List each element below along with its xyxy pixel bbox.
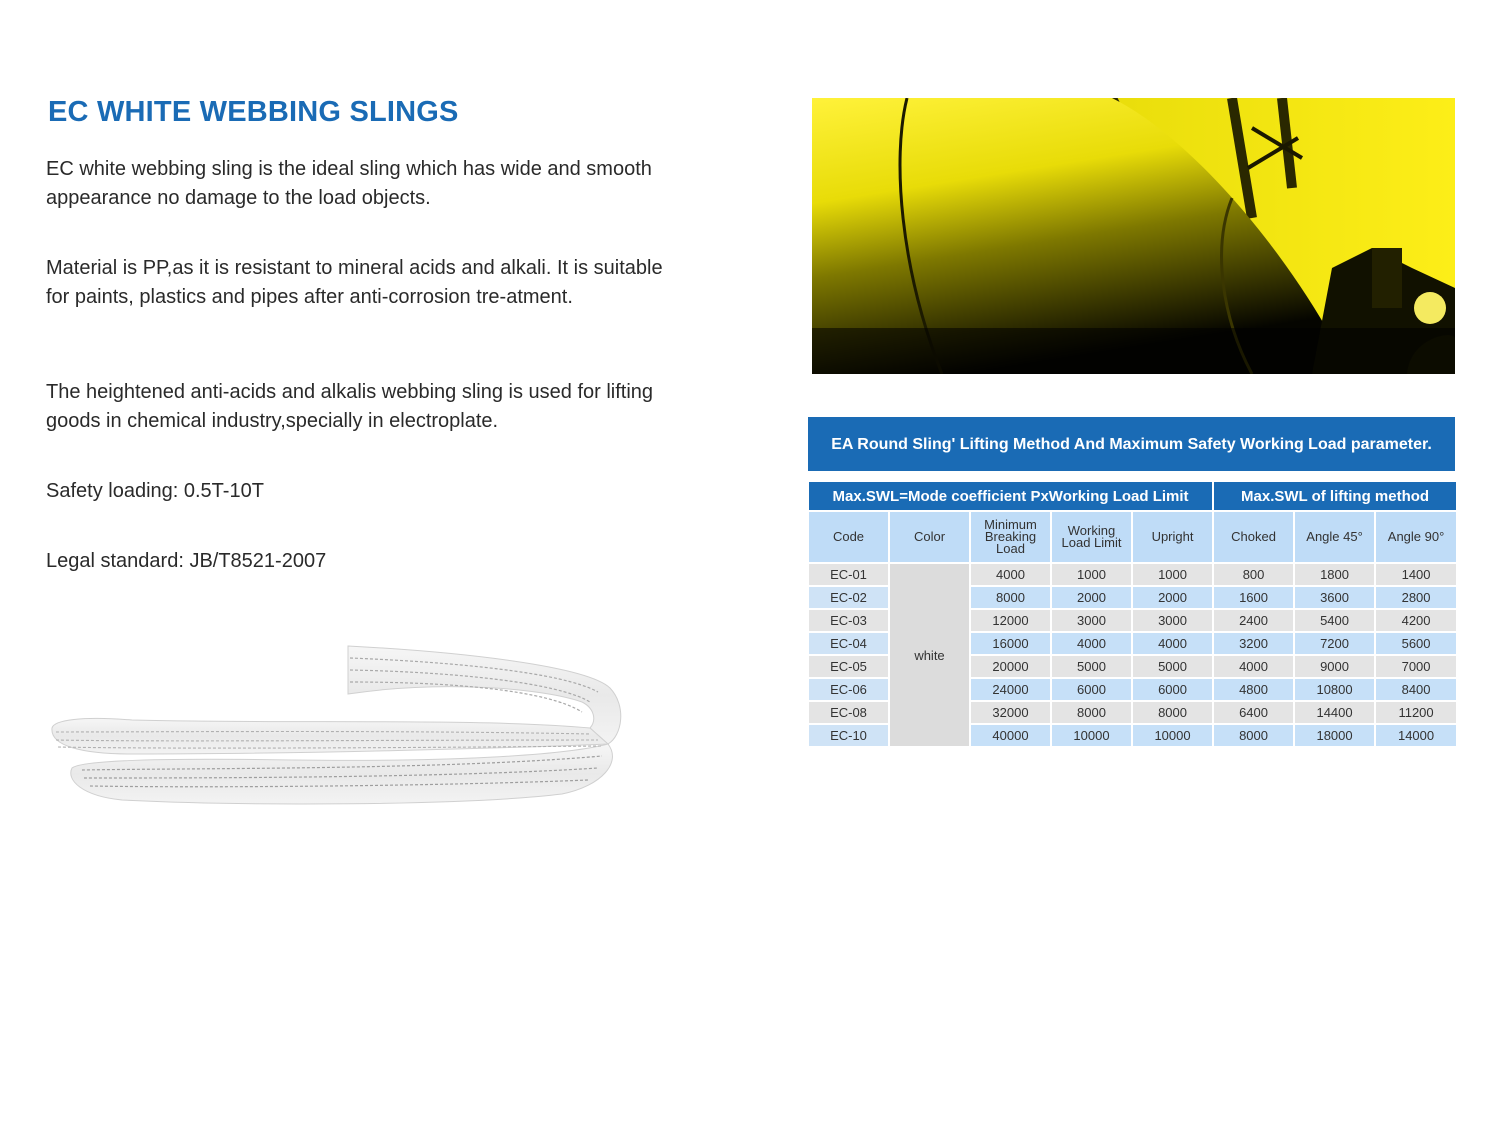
col-mbl-line1: Minimum [984, 517, 1037, 532]
pipe-lifting-photo [812, 98, 1455, 374]
cell-code: EC-10 [809, 725, 888, 746]
cell-code: EC-03 [809, 610, 888, 631]
cell-mbl: 16000 [971, 633, 1050, 654]
cell-angle90: 8400 [1376, 679, 1456, 700]
cell-angle90: 14000 [1376, 725, 1456, 746]
cell-angle45: 18000 [1295, 725, 1374, 746]
cell-angle90: 1400 [1376, 564, 1456, 585]
cell-angle90: 4200 [1376, 610, 1456, 631]
group-header-right: Max.SWL of lifting method [1214, 482, 1456, 510]
col-upright: Upright [1133, 512, 1212, 562]
cell-angle45: 5400 [1295, 610, 1374, 631]
description-paragraph: EC white webbing sling is the ideal sling which has wide and smooth appearance no damage to the load objects. [46, 158, 652, 209]
cell-choked: 4000 [1214, 656, 1293, 677]
cell-choked: 6400 [1214, 702, 1293, 723]
cell-mbl: 24000 [971, 679, 1050, 700]
col-angle-45: Angle 45° [1295, 512, 1374, 562]
table-title: EA Round Sling' Lifting Method And Maximum Safety Working Load parameter. [808, 417, 1455, 471]
cell-wll: 6000 [1052, 679, 1131, 700]
col-min-breaking-load [971, 512, 1050, 562]
col-mbl-line2: Breaking [984, 529, 1037, 544]
cell-angle45: 3600 [1295, 587, 1374, 608]
col-color: Color [890, 512, 969, 562]
cell-choked: 2400 [1214, 610, 1293, 631]
cell-code: EC-04 [809, 633, 888, 654]
cell-angle45: 14400 [1295, 702, 1374, 723]
col-wll-line1: Working [1067, 523, 1116, 538]
cell-upright: 2000 [1133, 587, 1212, 608]
cell-code: EC-02 [809, 587, 888, 608]
cell-wll: 5000 [1052, 656, 1131, 677]
cell-choked: 800 [1214, 564, 1293, 585]
legal-standard-text: Legal standard: JB/T8521-2007 [46, 550, 327, 572]
col-mbl-line3: Load [996, 541, 1025, 556]
col-code: Code [809, 512, 888, 562]
cell-angle45: 10800 [1295, 679, 1374, 700]
table-row [809, 564, 1456, 585]
cell-wll: 4000 [1052, 633, 1131, 654]
cell-angle90: 2800 [1376, 587, 1456, 608]
cell-wll: 3000 [1052, 610, 1131, 631]
cell-angle90: 5600 [1376, 633, 1456, 654]
sling-product-image [42, 636, 627, 816]
cell-upright: 4000 [1133, 633, 1212, 654]
cell-code: EC-08 [809, 702, 888, 723]
col-wll-line2: Load Limit [1061, 535, 1122, 550]
usage-paragraph: The heightened anti-acids and alkalis webbing sling is used for lifting goods in chemical industry,specially in electroplate. [46, 381, 654, 432]
cell-wll: 2000 [1052, 587, 1131, 608]
cell-choked: 4800 [1214, 679, 1293, 700]
cell-angle45: 7200 [1295, 633, 1374, 654]
cell-wll: 1000 [1052, 564, 1131, 585]
cell-color: white [890, 564, 969, 746]
cell-mbl: 40000 [971, 725, 1050, 746]
cell-upright: 1000 [1133, 564, 1212, 585]
cell-angle90: 11200 [1376, 702, 1456, 723]
page-title: EC WHITE WEBBING SLINGS [48, 96, 459, 128]
cell-upright: 8000 [1133, 702, 1212, 723]
col-working-load-limit [1052, 512, 1131, 562]
cell-mbl: 8000 [971, 587, 1050, 608]
cell-mbl: 12000 [971, 610, 1050, 631]
cell-wll: 8000 [1052, 702, 1131, 723]
cell-mbl: 20000 [971, 656, 1050, 677]
cell-code: EC-01 [809, 564, 888, 585]
cell-upright: 5000 [1133, 656, 1212, 677]
cell-angle45: 9000 [1295, 656, 1374, 677]
safety-loading-text: Safety loading: 0.5T-10T [46, 480, 264, 502]
spec-table [807, 480, 1458, 748]
cell-choked: 1600 [1214, 587, 1293, 608]
group-header-left: Max.SWL=Mode coefficient PxWorking Load Limit [809, 482, 1212, 510]
material-paragraph: Material is PP,as it is resistant to mineral acids and alkali. It is suitable for paints, plastics and pipes after anti-corrosion tre-atment. [46, 257, 663, 308]
cell-angle90: 7000 [1376, 656, 1456, 677]
cell-code: EC-06 [809, 679, 888, 700]
cell-angle45: 1800 [1295, 564, 1374, 585]
cell-mbl: 32000 [971, 702, 1050, 723]
cell-upright: 3000 [1133, 610, 1212, 631]
cell-upright: 6000 [1133, 679, 1212, 700]
cell-choked: 8000 [1214, 725, 1293, 746]
col-angle-90: Angle 90° [1376, 512, 1456, 562]
cell-upright: 10000 [1133, 725, 1212, 746]
cell-choked: 3200 [1214, 633, 1293, 654]
col-choked: Choked [1214, 512, 1293, 562]
cell-code: EC-05 [809, 656, 888, 677]
cell-mbl: 4000 [971, 564, 1050, 585]
pipe-photo-graphic [812, 98, 1455, 374]
cell-wll: 10000 [1052, 725, 1131, 746]
